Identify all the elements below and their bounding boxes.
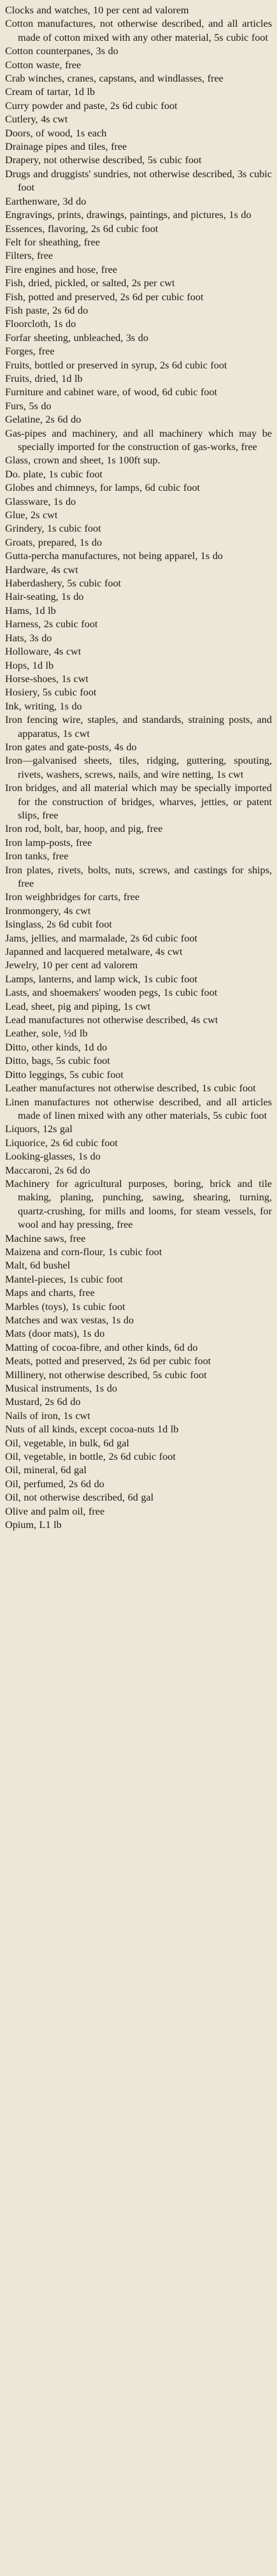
tariff-entry: Iron bridges, and all material which may be specially imported for the construction of bridges, wharves, jetties, or patent slips, free — [5, 782, 272, 821]
tariff-entry: Liquorice, 2s 6d cubic foot — [5, 1137, 118, 1149]
tariff-entry: Mats (door mats), 1s do — [5, 1328, 105, 1340]
tariff-entry: Glass, crown and sheet, 1s 100ft sup. — [5, 455, 160, 467]
tariff-entry: Crab winches, cranes, capstans, and windlasses, free — [5, 73, 224, 85]
tariff-entry: Japanned and lacquered metalware, 4s cwt — [5, 946, 183, 958]
tariff-entry: Oil, not otherwise described, 6d gal — [5, 1492, 154, 1504]
tariff-entry: Horse-shoes, 1s cwt — [5, 673, 89, 685]
tariff-entry: Olive and palm oil, free — [5, 1505, 105, 1517]
tariff-entry: Glassware, 1s do — [5, 495, 76, 507]
tariff-entry: Oil, perfumed, 2s 6d do — [5, 1478, 104, 1490]
tariff-entry: Forfar sheeting, unbleached, 3s do — [5, 331, 148, 344]
tariff-entry: Matches and wax vestas, 1s do — [5, 1314, 134, 1326]
tariff-entry: Forges, free — [5, 346, 55, 358]
tariff-entry: Haberdashery, 5s cubic foot — [5, 578, 122, 590]
tariff-entry: Curry powder and paste, 2s 6d cubic foot — [5, 99, 178, 112]
tariff-entry: Earthenware, 3d do — [5, 195, 87, 207]
tariff-entry: Gutta-percha manufactures, not being apparel, 1s do — [5, 550, 223, 562]
tariff-entry: Glue, 2s cwt — [5, 509, 58, 521]
tariff-entry: Drapery, not otherwise described, 5s cubic foot — [5, 154, 202, 166]
tariff-entry: Machine saws, free — [5, 1232, 86, 1244]
tariff-entry: Fish, potted and preserved, 2s 6d per cubic foot — [5, 291, 204, 303]
tariff-entry: Leather manufactures not otherwise described, 1s cubic foot — [5, 1082, 256, 1095]
tariff-entry: Filters, free — [5, 250, 53, 262]
tariff-entry: Oil, vegetable, in bulk, 6d gal — [5, 1437, 129, 1449]
tariff-entry: Holloware, 4s cwt — [5, 646, 82, 658]
tariff-entry: Lasts, and shoemakers' wooden pegs, 1s cubic foot — [5, 987, 218, 999]
tariff-entry: Lead, sheet, pig and piping, 1s cwt — [5, 1000, 151, 1012]
tariff-entry: Iron tanks, free — [5, 850, 69, 862]
tariff-entry: Doors, of wood, 1s each — [5, 127, 107, 139]
tariff-entry: Machinery for agricultural purposes, boring, brick and tile making, planing, punching, sawing, shearing, turning, quartz-crushing, for mills and looms, for steam vessels, for wool and hay pressing, free — [5, 1177, 272, 1231]
tariff-entry: Furniture and cabinet ware, of wood, 6d cubic foot — [5, 386, 218, 398]
tariff-entry: Ditto, other kinds, 1d do — [5, 1041, 108, 1053]
tariff-entry: Matting of cocoa-fibre, and other kinds, 6d do — [5, 1341, 198, 1353]
tariff-entry: Gas-pipes and machinery, and all machinery which may be specially imported for the construction of gas-works, free — [5, 427, 272, 453]
tariff-entry: Hams, 1d lb — [5, 604, 56, 616]
tariff-entry: Maccaroni, 2s 6d do — [5, 1164, 90, 1176]
tariff-entry: Malt, 6d bushel — [5, 1260, 71, 1272]
tariff-entry: Engravings, prints, drawings, paintings, and pictures, 1s do — [5, 209, 252, 221]
tariff-entry: Iron gates and gate-posts, 4s do — [5, 741, 137, 753]
tariff-entry: Groats, prepared, 1s do — [5, 536, 103, 548]
tariff-entry: Hosiery, 5s cubic foot — [5, 687, 97, 699]
tariff-list — [5, 4, 272, 1532]
tariff-entry: Lamps, lanterns, and lamp wick, 1s cubic foot — [5, 973, 197, 985]
tariff-entry: Floorcloth, 1s do — [5, 318, 76, 330]
tariff-entry: Clocks and watches, 10 per cent ad valorem — [5, 4, 189, 16]
tariff-entry: Jams, jellies, and marmalade, 2s 6d cubic foot — [5, 932, 197, 944]
tariff-entry: Hardware, 4s cwt — [5, 564, 78, 576]
tariff-entry: Musical instruments, 1s do — [5, 1383, 117, 1395]
tariff-entry: Mustard, 2s 6d do — [5, 1396, 81, 1408]
tariff-entry: Iron lamp-posts, free — [5, 836, 92, 848]
tariff-entry: Liquors, 12s gal — [5, 1123, 73, 1135]
tariff-entry: Jewelry, 10 per cent ad valorem — [5, 959, 138, 971]
tariff-entry: Ditto leggings, 5s cubic foot — [5, 1068, 124, 1081]
tariff-entry: Cotton manufactures, not otherwise described, and all articles made of cotton mixed with any other material, 5s cubic foot — [5, 18, 272, 43]
tariff-entry: Millinery, not otherwise described, 5s cubic foot — [5, 1369, 207, 1381]
tariff-entry: Maps and charts, free — [5, 1287, 95, 1299]
tariff-entry: Cutlery, 4s cwt — [5, 113, 68, 126]
tariff-entry: Gelatine, 2s 6d do — [5, 414, 82, 426]
tariff-entry: Fire engines and hose, free — [5, 263, 117, 275]
tariff-entry: Marbles (toys), 1s cubic foot — [5, 1300, 125, 1313]
tariff-entry: Iron weighbridges for carts, free — [5, 891, 139, 903]
tariff-entry: Isinglass, 2s 6d cubit foot — [5, 919, 112, 931]
tariff-entry: Globes and chimneys, for lamps, 6d cubic foot — [5, 482, 201, 494]
tariff-entry: Ditto, bags, 5s cubic foot — [5, 1055, 110, 1067]
tariff-entry: Do. plate, 1s cubic foot — [5, 468, 103, 480]
tariff-entry: Ink, writing, 1s do — [5, 700, 82, 712]
tariff-entry: Hats, 3s do — [5, 632, 52, 644]
tariff-entry: Hops, 1d lb — [5, 659, 54, 671]
tariff-entry: Hair-seating, 1s do — [5, 591, 84, 603]
tariff-entry: Fish, dried, pickled, or salted, 2s per cwt — [5, 277, 175, 289]
tariff-entry: Fruits, dried, 1d lb — [5, 372, 83, 384]
tariff-entry: Fish paste, 2s 6d do — [5, 304, 89, 316]
tariff-entry: Iron rod, bolt, bar, hoop, and pig, free — [5, 823, 163, 835]
tariff-entry: Cotton counterpanes, 3s do — [5, 45, 118, 57]
tariff-entry: Fruits, bottled or preserved in syrup, 2s 6d cubic foot — [5, 359, 227, 371]
tariff-entry: Opium, L1 lb — [5, 1519, 62, 1531]
tariff-entry: Iron—galvanised sheets, tiles, ridging, guttering, spouting, rivets, washers, screws, nails, and wire netting, 1s cwt — [5, 755, 272, 780]
tariff-entry: Linen manufactures not otherwise described, and all articles made of linen mixed with any other materials, 5s cubic foot — [5, 1096, 272, 1121]
tariff-entry: Meats, potted and preserved, 2s 6d per cubic foot — [5, 1355, 211, 1367]
tariff-entry: Cotton waste, free — [5, 59, 82, 71]
tariff-entry: Nails of iron, 1s cwt — [5, 1409, 90, 1422]
tariff-entry: Furs, 5s do — [5, 400, 52, 412]
tariff-entry: Oil, mineral, 6d gal — [5, 1464, 87, 1476]
tariff-entry: Leather, sole, ½d lb — [5, 1028, 88, 1040]
tariff-entry: Ironmongery, 4s cwt — [5, 905, 91, 917]
tariff-entry: Iron fencing wire, staples, and standards, straining posts, and apparatus, 1s cwt — [5, 714, 272, 739]
tariff-entry: Drainage pipes and tiles, free — [5, 141, 127, 153]
tariff-entry: Iron plates, rivets, bolts, nuts, screws, and castings for ships, free — [5, 864, 272, 889]
tariff-entry: Drugs and druggists' sundries, not otherwise described, 3s cubic foot — [5, 168, 272, 194]
tariff-entry: Felt for sheathing, free — [5, 236, 100, 248]
tariff-entry: Lead manufactures not otherwise described, 4s cwt — [5, 1014, 218, 1026]
tariff-entry: Maizena and corn-flour, 1s cubic foot — [5, 1246, 162, 1258]
tariff-entry: Cream of tartar, 1d lb — [5, 86, 96, 98]
tariff-entry: Essences, flavoring, 2s 6d cubic foot — [5, 222, 159, 235]
tariff-entry: Nuts of all kinds, except cocoa-nuts 1d lb — [5, 1423, 179, 1436]
tariff-entry: Harness, 2s cubic foot — [5, 618, 98, 630]
tariff-entry: Mantel-pieces, 1s cubic foot — [5, 1273, 123, 1285]
tariff-entry: Oil, vegetable, in bottle, 2s 6d cubic foot — [5, 1451, 176, 1463]
tariff-entry: Looking-glasses, 1s do — [5, 1151, 101, 1163]
tariff-entry: Grindery, 1s cubic foot — [5, 523, 101, 535]
